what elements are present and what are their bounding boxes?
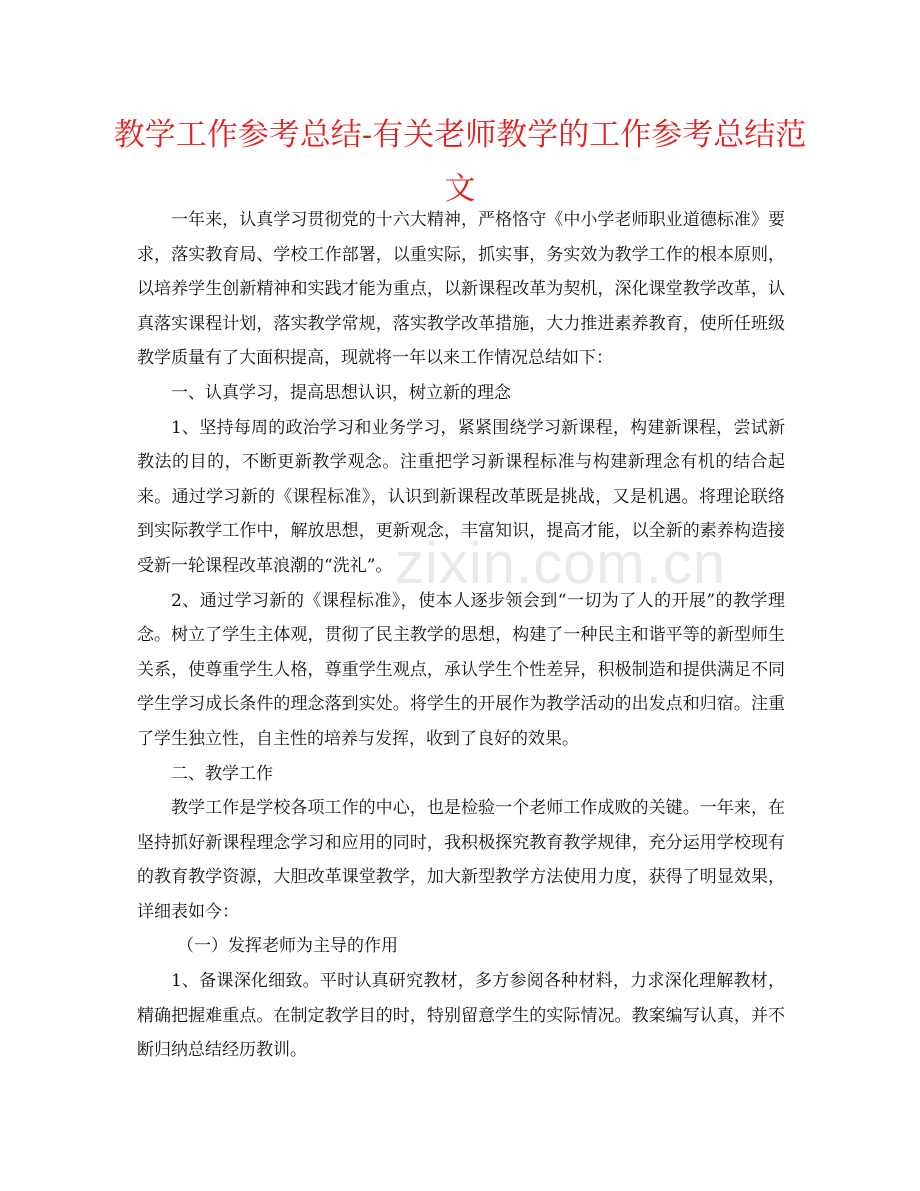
watermark-text: zixin.com.cn: [395, 531, 727, 596]
paragraph-2-intro: 教学工作是学校各项工作的中心，也是检验一个老师工作成败的关键。一年来，在坚持抓好新课程理念学习和应用的同时，我积极探究教育教学规律，充分运用学校现有的教育教学资源，大胆改革课堂教学，加大新型教学方法使用力度，获得了明显效果，详细表如今：: [137, 798, 785, 922]
document-body: [137, 203, 785, 1068]
section-heading-2: 二、教学工作: [171, 763, 273, 784]
document-title: 教学工作参考总结-有关老师教学的工作参考总结范文: [113, 117, 807, 207]
paragraph-1-1: 1、坚持每周的政治学习和业务学习，紧紧围绕学习新课程，构建新课程，尝试新教法的目的，不断更新教学观念。注重把学习新课程标准与构建新理念有机的结合起来。通过学习新的《课程标准》，认识到新课程改革既是挑战，又是机遇。将理论联络到实际教学工作中，解放思想，更新观念，丰富知识，提高才能，以全新的素养构造接受新一轮课程改革浪潮的“洗礼”。: [137, 417, 785, 576]
paragraph-2-1-1: 1、备课深化细致。平时认真研究教材，多方参阅各种材料，力求深化理解教材，精确把握难重点。在制定教学目的时，特别留意学生的实际情况。教案编写认真，并不断归纳总结经历教训。: [137, 971, 785, 1061]
paragraph-intro: 一年来，认真学习贯彻党的十六大精神，严格恪守《中小学老师职业道德标准》要求，落实教育局、学校工作部署，以重实际，抓实事，务实效为教学工作的根本原则，以培养学生创新精神和实践才能为重点，以新课程改革为契机，深化课堂教学改革，认真落实课程计划，落实教学常规，落实教学改革措施，大力推进素养教育，使所任班级教学质量有了大面积提高，现就将一年以来工作情况总结如下：: [137, 210, 785, 369]
subsection-heading-2-1: （一）发挥老师为主导的作用: [177, 936, 398, 957]
paragraph-1-2: 2、通过学习新的《课程标准》，使本人逐步领会到“一切为了人的开展”的教学理念。树立了学生主体观，贯彻了民主教学的思想，构建了一种民主和谐平等的新型师生关系，使尊重学生人格，尊重学生观点，承认学生个性差异，积极制造和提供满足不同学生学习成长条件的理念落到实处。将学生的开展作为教学活动的出发点和归宿。注重了学生独立性，自主性的培养与发挥，收到了良好的效果。: [137, 590, 785, 749]
section-heading-1: 一、认真学习，提高思想认识，树立新的理念: [171, 382, 511, 403]
